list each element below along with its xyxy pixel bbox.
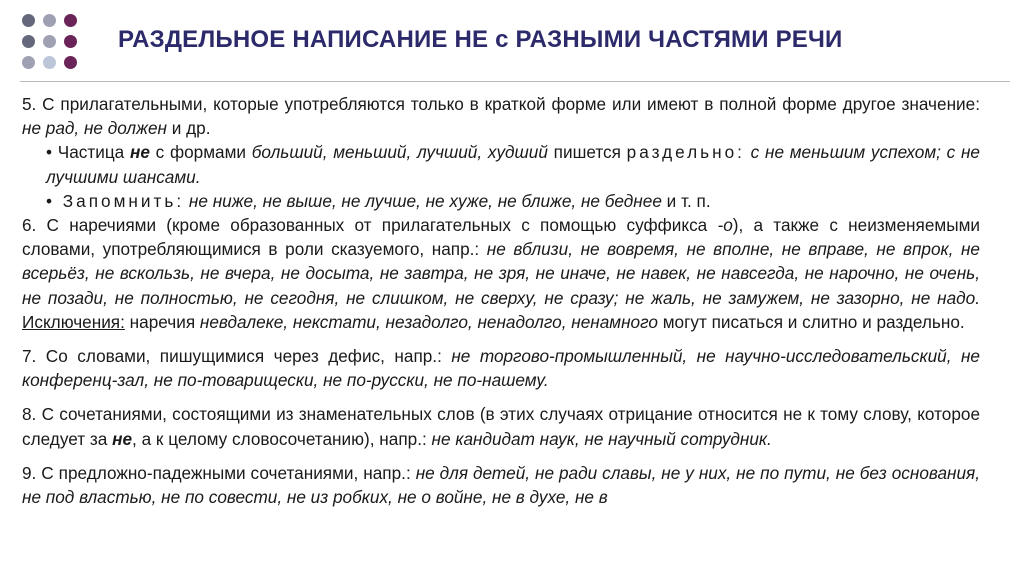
decor-dot [22,35,35,48]
example: невдалеке, некстати, незадолго, ненадолго, ненамного [199,311,658,332]
text: могут писаться и слитно и раздельно. [657,311,965,332]
example: не кандидат наук, не научный сотрудник. [431,428,772,449]
decorative-dot-grid [22,14,77,69]
title-divider [20,81,1010,82]
decor-dot [64,56,77,69]
text: 7. Со словами, пишущимися через дефис, напр.: [22,346,452,367]
decor-dot [64,14,77,27]
text: 9. С предложно-падежными сочетаниями, напр.: [22,462,416,483]
decor-dot [22,14,35,27]
text: ), а также с неизменяемыми словами, употребляющимися в роли сказуемого, напр.: [22,215,980,260]
example: не рад, не должен [22,118,167,139]
decor-dot [43,56,56,69]
rule-item-7 [22,344,980,392]
text: 8. С сочетаниями, состоящими из знаменательных слов (в этих случаях отрицание относится не к тому слову, которое следует за [22,404,980,449]
decor-dot [43,14,56,27]
rule-item-8 [22,402,980,450]
rule-item-9 [22,461,980,509]
text: и др. [166,118,211,139]
text: пишется [547,142,627,163]
example: не ниже, не выше, не лучше, не хуже, не ближе, не беднее [188,190,662,211]
decor-dot [43,35,56,48]
example: больший, меньший, лучший, худший [251,142,548,163]
text: наречия [124,311,200,332]
example: с не меньшим успехом; с не лучшими шансами. [46,142,980,187]
emphasis: не [112,428,133,449]
rule-item-5 [22,92,980,140]
text: , а к целому словосочетанию), напр.: [132,428,432,449]
decor-dot [64,35,77,48]
exceptions-label: Исключения: [22,311,125,332]
bullet-item-remember [46,189,980,213]
text: и т. п. [661,190,711,211]
slide-body [22,92,980,509]
example: -о [717,215,733,236]
rule-item-6 [22,213,980,334]
decor-dot [22,56,35,69]
bullet-item-particle [46,140,980,188]
slide-title: РАЗДЕЛЬНОЕ НАПИСАНИЕ НЕ с РАЗНЫМИ ЧАСТЯМИ РЕЧИ [118,26,843,53]
example: не торгово-промышленный, не научно-исследовательский, не конференц-зал, не по-товарищески, не по-русски, не по-нашему. [22,346,980,391]
example: не для детей, не ради славы, не у них, не по пути, не без основания, не под властью, не по совести, не из робких, не о войне, не в духе, не в [22,462,980,508]
spaced-text: раздельно: [626,142,745,163]
text: 6. С наречиями (кроме образованных от прилагательных с помощью суффикса [22,215,718,236]
text: 5. С прилагательными, которые употребляются только в краткой форме или имеют в полной форме другое значение: [22,94,980,114]
spaced-text: • Запомнить: [46,190,185,211]
text: с формами [149,142,252,163]
text: • Частица [46,142,130,163]
emphasis: не [129,142,150,163]
example: не вблизи, не вовремя, не вполне, не вправе, не впрок, не всерьёз, не вскользь, не вчера, не досыта, не завтра, не зря, не иначе, не навек, не навсегда, не нарочно, не очень, не позади, не полностью, не сегодня, не слишком, не сверху, не сразу; не жаль, не замужем, не зазорно, не надо. [22,239,980,308]
